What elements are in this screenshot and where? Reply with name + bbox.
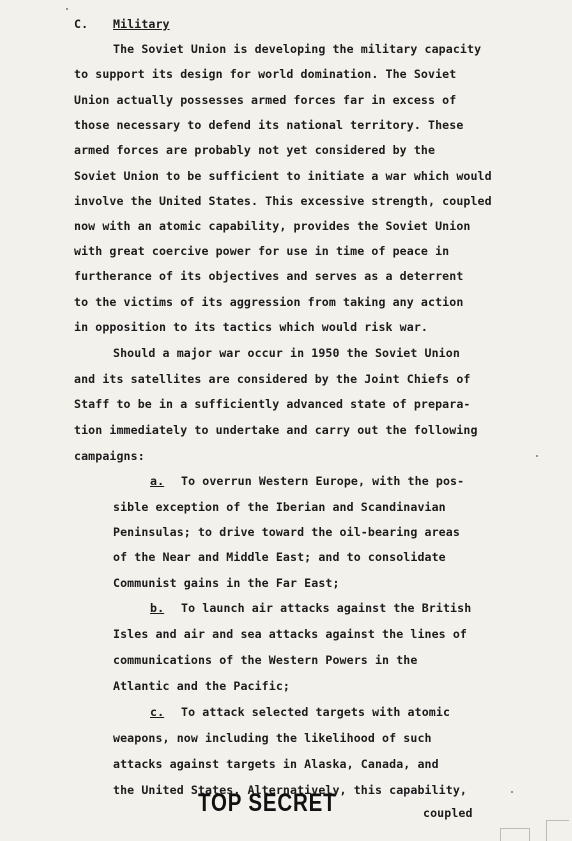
text-line: Union actually possesses armed forces far in excess of (74, 93, 457, 107)
item-c-marker: c. (150, 705, 165, 719)
item-a-line: sible exception of the Iberian and Scandinavian (113, 500, 446, 514)
item-c-line: weapons, now including the likelihood of such (113, 731, 432, 745)
text-line: involve the United States. This excessive strength, coupled (74, 194, 492, 208)
item-b-line: Isles and air and sea attacks against the lines of (113, 627, 468, 641)
text-line: in opposition to its tactics which would risk war. (74, 320, 429, 334)
text-line: to support its design for world domination. The Soviet (74, 67, 457, 81)
item-a-marker: a. (150, 474, 165, 488)
text-line: now with an atomic capability, provides the Soviet Union (74, 219, 471, 233)
text-line: The Soviet Union is developing the military capacity (113, 42, 482, 56)
text-line: Should a major war occur in 1950 the Soviet Union (113, 346, 460, 360)
item-a-line: of the Near and Middle East; and to consolidate (113, 550, 446, 564)
text-line: armed forces are probably not yet considered by the (74, 143, 436, 157)
item-a-line: To overrun Western Europe, with the pos- (181, 474, 465, 488)
item-a-line: Communist gains in the Far East; (113, 576, 340, 590)
scan-speck (511, 791, 513, 793)
scan-edge-mark (500, 828, 530, 841)
catchword: coupled (423, 806, 473, 820)
scan-edge-mark (546, 820, 569, 841)
text-line: Soviet Union to be sufficient to initiate a war which would (74, 169, 492, 183)
text-line: furtherance of its objectives and serves as a deterrent (74, 269, 464, 283)
text-line: campaigns: (74, 449, 145, 463)
classification-stamp: TOP SECRET (198, 789, 337, 817)
item-a-line: Peninsulas; to drive toward the oil-bearing areas (113, 525, 460, 539)
text-line: to the victims of its aggression from taking any action (74, 295, 464, 309)
text-line: and its satellites are considered by the Joint Chiefs of (74, 372, 471, 386)
text-line: with great coercive power for use in time of peace in (74, 244, 450, 258)
item-c-line: To attack selected targets with atomic (181, 705, 451, 719)
text-line: those necessary to defend its national territory. These (74, 118, 464, 132)
item-c-line: attacks against targets in Alaska, Canada, and (113, 757, 439, 771)
item-b-line: Atlantic and the Pacific; (113, 679, 291, 693)
item-b-line: To launch air attacks against the British (181, 601, 472, 615)
text-line: Staff to be in a sufficiently advanced state of prepara- (74, 397, 471, 411)
scan-speck (536, 455, 538, 457)
item-b-line: communications of the Western Powers in the (113, 653, 418, 667)
section-letter: C. (74, 17, 89, 31)
scan-speck (66, 8, 68, 10)
item-c-line: the United States. Alternatively, this capability, (113, 783, 468, 797)
item-b-marker: b. (150, 601, 165, 615)
section-title: Military (113, 17, 170, 31)
text-line: tion immediately to undertake and carry out the following (74, 423, 478, 437)
